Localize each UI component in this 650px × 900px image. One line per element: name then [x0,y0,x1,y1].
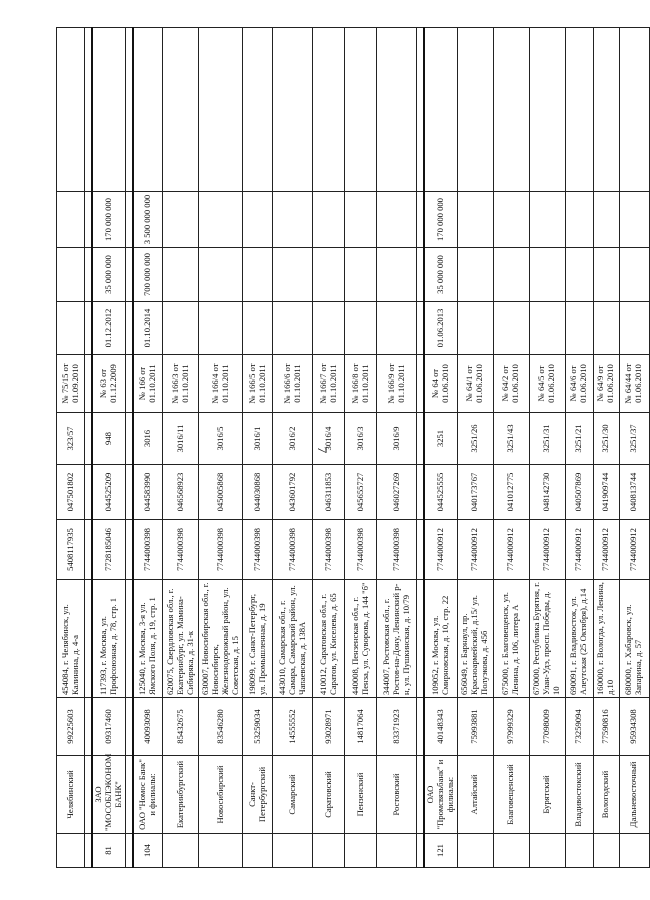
license-cell: № 64/44 от 01.06.2010 [619,355,649,413]
amount-3-cell [377,28,417,192]
inn-code-cell: 7744000398 [163,520,199,580]
bank-registry-table [56,27,650,868]
table-row [57,28,85,868]
reg-number-cell: 3016/9 [377,413,417,465]
expiry-date-cell: 01.06.2013 [424,302,457,355]
license-cell: № 63 от 01.12.2009 [92,355,125,413]
bik-code-cell: 044525555 [424,465,457,520]
expiry-date-cell: 01.12.2012 [92,302,125,355]
expiry-date-cell [57,302,85,355]
okpo-code-cell: 14817064 [345,698,377,756]
license-cell: № 166/6 от 01.10.2011 [273,355,313,413]
spacer-cell [85,413,93,465]
table-row [273,28,313,868]
reg-number-cell: 3016/2 [273,413,313,465]
okpo-code-cell: 83546280 [199,698,243,756]
expiry-date-cell [377,302,417,355]
bank-name-cell: Ростовский [377,756,417,834]
spacer-cell [125,520,133,580]
reg-number-cell: 3016/3 [345,413,377,465]
bik-code-cell: 040813744 [619,465,649,520]
row-number-cell [273,834,313,868]
expiry-date-cell [243,302,273,355]
inn-code-cell: 7744000398 [243,520,273,580]
inn-code-cell: 7744000912 [593,520,619,580]
address-cell: 630007, Новосибирская обл., г. Новосибирск, Железнодорожный район, ул. Советская, д. 15 [199,580,243,698]
expiry-date-cell [313,302,345,355]
license-cell: № 166/7 от 01.10.2011 [313,355,345,413]
row-number-cell [619,834,649,868]
spacer-cell [85,355,93,413]
amount-1-cell [457,248,493,302]
amount-3-cell [57,28,85,192]
bank-name-cell: ОАО "Номос Банк" и филиалы: [133,756,163,834]
address-cell: 344007, Ростовская обл., г. Ростов-на-Дону, Ленинский р-н, ул. Пушкинская, д. 10/79 [377,580,417,698]
expiry-date-cell: 01.10.2014 [133,302,163,355]
bik-code-cell: 048142730 [529,465,565,520]
reg-number-cell: 3016/1 [243,413,273,465]
spacer-cell [417,192,425,248]
okpo-code-cell: 53259034 [243,698,273,756]
spacer-cell [417,248,425,302]
amount-2-cell: 3 500 000 000 [133,192,163,248]
bank-name-cell: Саратовский [313,756,345,834]
expiry-date-cell [493,302,529,355]
amount-3-cell [133,28,163,192]
table-row [377,28,417,868]
table-row [345,28,377,868]
row-number-cell [593,834,619,868]
amount-3-cell [619,28,649,192]
amount-2-cell [199,192,243,248]
row-number-cell [529,834,565,868]
bik-code-cell: 044525209 [92,465,125,520]
amount-1-cell [529,248,565,302]
bank-name-cell: ЗАО "МОСОБЛЭКОНОМ БАНК" [92,756,125,834]
reg-number-cell: 3251/26 [457,413,493,465]
spacer-cell [417,756,425,834]
address-cell: 680000, г. Хабаровск, ул. Запарина, д. 57 [619,580,649,698]
page-number: 7 [315,446,330,454]
amount-1-cell [199,248,243,302]
inn-code-cell: 7728185046 [92,520,125,580]
bank-name-cell: Самарский [273,756,313,834]
amount-3-cell [345,28,377,192]
inn-code-cell: 7744000912 [529,520,565,580]
bank-name-cell: Екатеринбургский [163,756,199,834]
row-number-cell [457,834,493,868]
inn-code-cell: 7744000398 [377,520,417,580]
spacer-cell [417,28,425,192]
inn-code-cell: 7744000912 [565,520,593,580]
license-cell: № 166 от 01.10.2011 [133,355,163,413]
amount-2-cell [529,192,565,248]
spacer-cell [125,302,133,355]
amount-1-cell [57,248,85,302]
amount-1-cell [345,248,377,302]
spacer-cell [125,192,133,248]
table-row [133,28,163,868]
address-cell: 125040, г. Москва, 3-я ул. Ямского Поля, д. 19, стр. 1 [133,580,163,698]
spacer-cell [85,248,93,302]
address-cell: 670000, Республика Бурятия, г. Улан-Удэ, просп. Победы, д. 10 [529,580,565,698]
bik-code-cell: 046568923 [163,465,199,520]
bik-code-cell: 044030868 [243,465,273,520]
inn-code-cell: 7744000912 [619,520,649,580]
address-cell: 620075, Свердловская обл., г. Екатеринбург, ул. Мамина-Сибиряка, д. 31-к [163,580,199,698]
row-number-cell: 121 [424,834,457,868]
bank-name-cell: Вологодский [593,756,619,834]
table-row [243,28,273,868]
table-row [313,28,345,868]
license-cell: № 166/9 от 01.10.2011 [377,355,417,413]
amount-1-cell [593,248,619,302]
license-cell: № 166/8 от 01.10.2011 [345,355,377,413]
address-cell: 117393, г. Москва, ул. Профсоюзная, д. 78, стр. 1 [92,580,125,698]
row-number-cell [565,834,593,868]
spacer-cell [85,834,93,868]
okpo-code-cell: 40093098 [133,698,163,756]
amount-3-cell [457,28,493,192]
spacer-cell [417,698,425,756]
inn-code-cell: 7744000912 [493,520,529,580]
spacer-cell [85,698,93,756]
spacer-cell [85,465,93,520]
row-number-cell [313,834,345,868]
bik-code-cell: 047501802 [57,465,85,520]
amount-2-cell [457,192,493,248]
table-row [163,28,199,868]
amount-2-cell [565,192,593,248]
reg-number-cell: 323/57 [57,413,85,465]
spacer-cell [85,192,93,248]
inn-code-cell: 7744000912 [424,520,457,580]
address-cell: 410012, Саратовская обл., г. Саратов, ул. Киселева, д. 65 [313,580,345,698]
row-number-cell [377,834,417,868]
amount-2-cell [163,192,199,248]
table-row [619,28,649,868]
bank-name-cell: Челябинский [57,756,85,834]
spacer-cell [417,834,425,868]
spacer-cell [85,302,93,355]
okpo-code-cell: 77098009 [529,698,565,756]
spacer-cell [417,355,425,413]
amount-1-cell: 35 000 000 [92,248,125,302]
spacer-cell [85,520,93,580]
amount-2-cell [345,192,377,248]
inn-code-cell: 7744000912 [457,520,493,580]
spacer-cell [125,248,133,302]
amount-3-cell [92,28,125,192]
inn-code-cell: 7744000398 [345,520,377,580]
inn-code-cell: 7744000398 [199,520,243,580]
address-cell: 109052, г. Москва, ул. Смирновская, д. 10, стр. 22 [424,580,457,698]
amount-2-cell [243,192,273,248]
expiry-date-cell [565,302,593,355]
bik-code-cell: 044583990 [133,465,163,520]
spacer-cell [417,413,425,465]
spacer-cell [125,465,133,520]
reg-number-cell: 3016/11 [163,413,199,465]
okpo-code-cell: 93028971 [313,698,345,756]
address-cell: 656049, г. Барнаул, пр. Красноармейский, д.15/ ул. Полуэкова, д. 45б [457,580,493,698]
amount-2-cell [273,192,313,248]
spacer-row [125,28,133,868]
row-number-cell [493,834,529,868]
bank-name-cell: ОАО "Промсвязьбанк" и филиалы: [424,756,457,834]
amount-3-cell [243,28,273,192]
expiry-date-cell [273,302,313,355]
amount-2-cell [619,192,649,248]
reg-number-cell: 3251/31 [529,413,565,465]
amount-1-cell [243,248,273,302]
reg-number-cell: 3251/37 [619,413,649,465]
row-number-cell [163,834,199,868]
amount-3-cell [313,28,345,192]
okpo-code-cell: 40148343 [424,698,457,756]
amount-1-cell [377,248,417,302]
table-row [593,28,619,868]
bank-name-cell: Новосибирский [199,756,243,834]
amount-3-cell [424,28,457,192]
okpo-code-cell: 99225603 [57,698,85,756]
row-number-cell: 104 [133,834,163,868]
okpo-code-cell: 95934308 [619,698,649,756]
amount-1-cell: 35 000 000 [424,248,457,302]
amount-2-cell [593,192,619,248]
spacer-cell [125,834,133,868]
reg-number-cell: 3016 [133,413,163,465]
reg-number-cell: 948 [92,413,125,465]
amount-1-cell [565,248,593,302]
table-row [529,28,565,868]
amount-1-cell [163,248,199,302]
bik-code-cell: 043601792 [273,465,313,520]
amount-2-cell: 170 000 000 [424,192,457,248]
bik-code-cell: 040173767 [457,465,493,520]
license-cell: № 64/2 от 01.06.2010 [493,355,529,413]
inn-code-cell: 7744000398 [273,520,313,580]
amount-3-cell [529,28,565,192]
reg-number-cell: 3016/5 [199,413,243,465]
amount-3-cell [493,28,529,192]
reg-number-cell: 3251/21 [565,413,593,465]
table-row [565,28,593,868]
amount-1-cell [493,248,529,302]
amount-1-cell [619,248,649,302]
address-cell: 690091, г. Владивосток, ул. Алеутская (25 Октября), д.14 [565,580,593,698]
bank-name-cell: Пензенский [345,756,377,834]
row-number-cell [243,834,273,868]
amount-3-cell [199,28,243,192]
bank-name-cell: Алтайский [457,756,493,834]
address-cell: 443010, Самарская обл., г. Самара, Самарский район, ул. Чапаевская, д. 138А [273,580,313,698]
table-row [493,28,529,868]
spacer-cell [417,580,425,698]
address-cell: 675000, г. Благовещенск, ул. Ленина, д. 106, литера А [493,580,529,698]
spacer-cell [417,520,425,580]
table-row [92,28,125,868]
spacer-cell [85,756,93,834]
bank-name-cell: Санкт-Петербургский [243,756,273,834]
license-cell: № 75/15 от 01.09.2010 [57,355,85,413]
okpo-code-cell: 75993881 [457,698,493,756]
inn-code-cell: 5408117935 [57,520,85,580]
bank-name-cell: Благовещенский [493,756,529,834]
expiry-date-cell [619,302,649,355]
bank-name-cell: Бурятский [529,756,565,834]
license-cell: № 64 от 01.06.2010 [424,355,457,413]
amount-2-cell [493,192,529,248]
inn-code-cell: 7744000398 [133,520,163,580]
address-cell: 454084, г. Челябинск, ул. Калинина, д. 4-а [57,580,85,698]
okpo-code-cell: 97999329 [493,698,529,756]
spacer-cell [125,580,133,698]
address-cell: 440008, Пензенская обл., г. Пенза, ул. Суворова, д. 144 "б" [345,580,377,698]
license-cell: № 64/9 от 01.06.2010 [593,355,619,413]
inn-code-cell: 7744000398 [313,520,345,580]
table-body [57,28,650,868]
license-cell: № 64/1 от 01.06.2010 [457,355,493,413]
license-cell: № 64/5 от 01.06.2010 [529,355,565,413]
address-cell: 198099, г. Санкт-Петербург, ул. Промышленная, д. 19 [243,580,273,698]
amount-3-cell [565,28,593,192]
expiry-date-cell [199,302,243,355]
okpo-code-cell: 14555552 [273,698,313,756]
reg-number-cell: 3251/30 [593,413,619,465]
bank-name-cell: Дальневосточный [619,756,649,834]
row-number-cell [199,834,243,868]
reg-number-cell: 3016/4 [313,413,345,465]
amount-2-cell: 170 000 000 [92,192,125,248]
okpo-code-cell: 73259094 [565,698,593,756]
spacer-cell [417,465,425,520]
expiry-date-cell [345,302,377,355]
table-row [199,28,243,868]
reg-number-cell: 3251 [424,413,457,465]
bik-code-cell: 045655727 [345,465,377,520]
expiry-date-cell [457,302,493,355]
okpo-code-cell: 85432675 [163,698,199,756]
amount-1-cell [313,248,345,302]
reg-number-cell: 3251/43 [493,413,529,465]
table-row [457,28,493,868]
spacer-cell [125,756,133,834]
amount-1-cell: 700 000 000 [133,248,163,302]
row-number-cell [345,834,377,868]
spacer-cell [85,28,93,192]
bik-code-cell: 045005868 [199,465,243,520]
amount-3-cell [163,28,199,192]
bik-code-cell: 041012775 [493,465,529,520]
spacer-cell [125,698,133,756]
bik-code-cell: 041909744 [593,465,619,520]
expiry-date-cell [529,302,565,355]
expiry-date-cell [163,302,199,355]
spacer-cell [417,302,425,355]
table-row [424,28,457,868]
amount-2-cell [57,192,85,248]
spacer-row [417,28,425,868]
license-cell: № 166/3 от 01.10.2011 [163,355,199,413]
amount-3-cell [273,28,313,192]
license-cell: № 166/5 от 01.10.2011 [243,355,273,413]
spacer-row [85,28,93,868]
spacer-cell [125,355,133,413]
row-number-cell: 81 [92,834,125,868]
spacer-cell [125,28,133,192]
amount-2-cell [313,192,345,248]
amount-3-cell [593,28,619,192]
license-cell: № 166/4 от 01.10.2011 [199,355,243,413]
amount-2-cell [377,192,417,248]
address-cell: 160000, г. Вологда, ул. Ленина, д.10 [593,580,619,698]
spacer-cell [85,580,93,698]
okpo-code-cell: 09317460 [92,698,125,756]
okpo-code-cell: 83371923 [377,698,417,756]
okpo-code-cell: 77590816 [593,698,619,756]
license-cell: № 64/6 от 01.06.2010 [565,355,593,413]
bik-code-cell: 046027269 [377,465,417,520]
bik-code-cell: 040507869 [565,465,593,520]
expiry-date-cell [593,302,619,355]
spacer-cell [125,413,133,465]
amount-1-cell [273,248,313,302]
bank-name-cell: Владивостокский [565,756,593,834]
bik-code-cell: 046311853 [313,465,345,520]
row-number-cell [57,834,85,868]
